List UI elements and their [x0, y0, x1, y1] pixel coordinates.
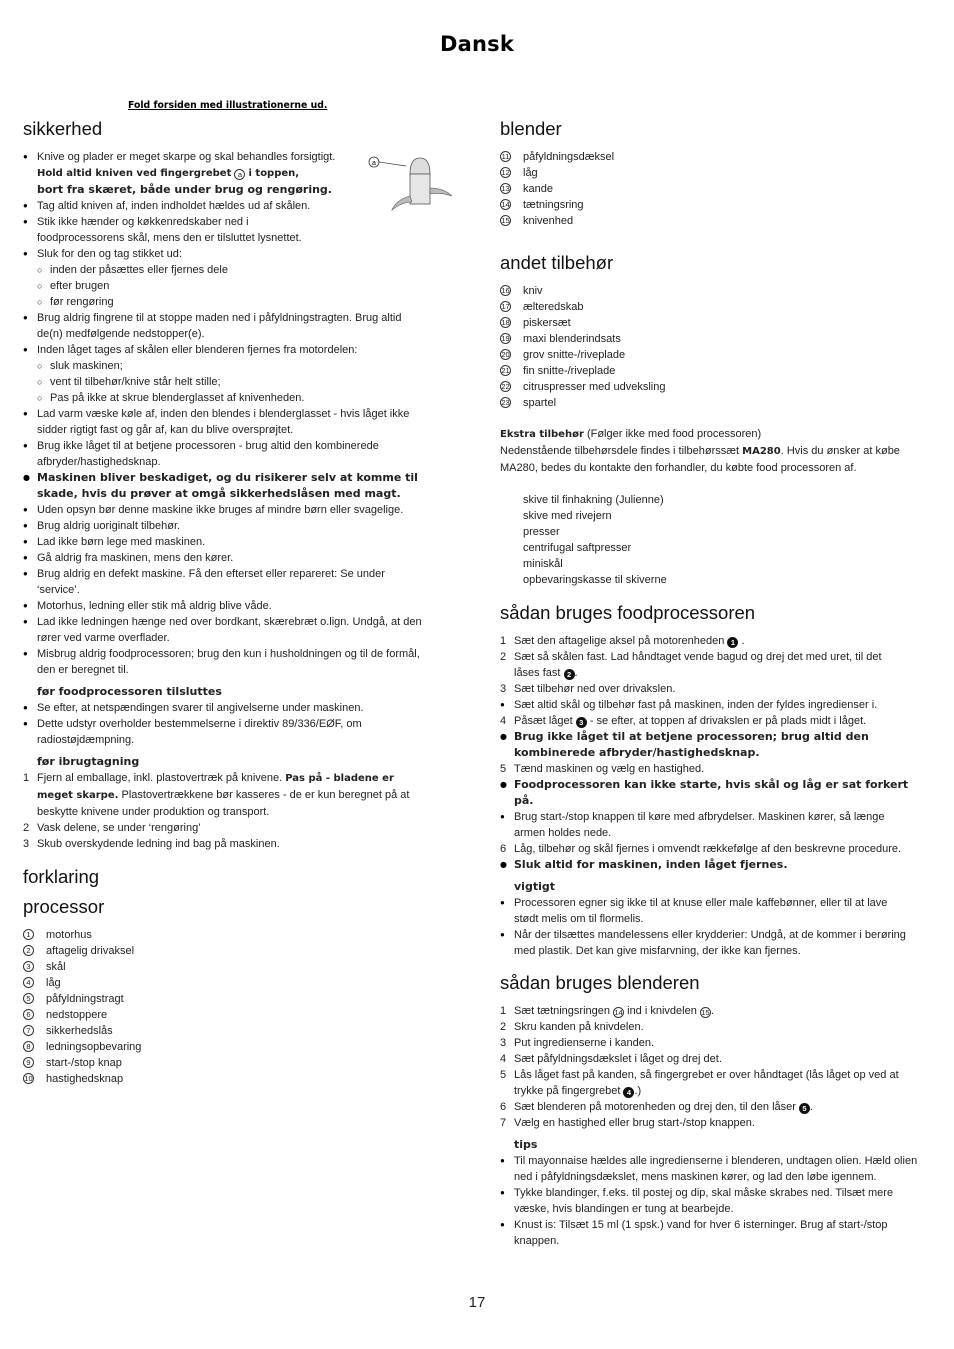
accessory-part: 18 piskersæt [501, 317, 571, 329]
accessories-heading: andet tilbehør [500, 252, 614, 273]
safety-line: ● Gå aldrig fra maskinen, mens den kører. [23, 550, 455, 566]
safety-line: ○ inden der påsættes eller fjernes dele [23, 262, 455, 278]
extra-accessory-item: centrifugal saftpresser [523, 542, 632, 554]
number-circle-icon: 8 [23, 1041, 34, 1052]
step-line: ● Processoren egner sig ikke til at knuse eller male kaffebønner, eller til at lave [500, 895, 936, 911]
safety-line: ● Se efter, at netspændingen svarer til angivelserne under maskinen. [23, 700, 455, 716]
use-blender-list [500, 1003, 936, 1249]
number-circle-icon: 1 [23, 929, 34, 940]
safety-line: sidder rigtigt fast og går af, kan du blive oversprøjtet. [37, 424, 294, 436]
number-circle-icon: 22 [501, 382, 510, 391]
left-column [23, 118, 455, 1087]
accessory-part: 23 spartel [501, 397, 557, 409]
processor-part: 8 ledningsopbevaring [23, 1039, 455, 1055]
before-connect-heading: før foodprocessoren tilsluttes [37, 685, 222, 698]
safety-line: ● Brug aldrig uoriginalt tilbehør. [23, 518, 455, 534]
blender-parts-list [500, 149, 936, 229]
extra-line: Nedenstående tilbehørsdele findes i tilbehørssæt MA280. Hvis du ønsker at købe [500, 445, 900, 457]
page-number: 17 [468, 1294, 486, 1311]
ref-2-icon: 2 [564, 669, 575, 680]
safety-line: ● Lad ikke børn lege med maskinen. [23, 534, 455, 550]
accessory-part: 19 maxi blenderindsats [501, 333, 621, 345]
safety-line: bort fra skæret, både under brug og rengøring. [37, 183, 332, 196]
step-line: 5 Lås låget fast på kanden, så fingergrebet er over håndtaget (lås låget op ved at [500, 1069, 899, 1081]
step-line: 1 Sæt tætningsringen 14 ind i knivdelen 15. [500, 1005, 714, 1017]
page-title: Dansk [439, 32, 515, 56]
safety-line: ‘service’. [37, 584, 80, 596]
number-circle-icon: 23 [501, 398, 510, 407]
safety-line: ○ efter brugen [23, 278, 455, 294]
blender-part: 12 låg [501, 167, 538, 179]
safety-line: ● Maskinen bliver beskadiget, og du risikerer selv at komme til [23, 470, 455, 486]
step-line: ● Brug ikke låget til at betjene processoren; brug altid den [500, 729, 936, 745]
number-circle-icon: 9 [23, 1057, 34, 1068]
safety-line: ● Brug aldrig fingrene til at stoppe maden ned i påfyldningstragten. Brug altid [23, 310, 455, 326]
accessories-list [500, 283, 936, 411]
processor-part: 6 nedstoppere [23, 1007, 455, 1023]
processor-heading: processor [23, 896, 105, 917]
step-line: låses fast 2 . [514, 667, 578, 679]
processor-part: 2 aftagelig drivaksel [23, 943, 455, 959]
number-circle-icon: 7 [23, 1025, 34, 1036]
safety-line: de(n) medfølgende nedstopper(e). [37, 328, 205, 340]
safety-line: skade, hvis du prøver at omgå sikkerhedslåsen med magt. [37, 487, 401, 500]
number-circle-icon: 3 [23, 961, 34, 972]
ref-4-icon: 4 [623, 1087, 634, 1098]
step-line: ● Sluk altid for maskinen, inden låget fjernes. [500, 857, 936, 873]
tip-line: væske, hvis blandingen er tung at bearbejde. [514, 1203, 734, 1215]
safety-line: rører ved varme overflader. [37, 632, 170, 644]
safety-line: radiostøjdæmpning. [37, 734, 135, 746]
extra-accessories [500, 426, 936, 588]
step-line: meget skarpe. Plastovertrækkene bør kasseres - de er kun beregnet på at [37, 789, 410, 801]
safety-line: foodprocessorens skål, mens den er tilsluttet lysnettet. [37, 232, 302, 244]
extra-accessory-item: presser [523, 526, 560, 538]
step-line: stødt melis om til flormelis. [514, 913, 644, 925]
blender-part: 13 kande [501, 183, 553, 195]
step-line: beskytte knivene under produktion og transport. [37, 806, 270, 818]
safety-line: ● Uden opsyn bør denne maskine ikke bruges af mindre børn eller svagelige. [23, 502, 455, 518]
safety-line: den er beregnet til. [37, 664, 129, 676]
tip-line: ned i påfyldningsdækslet, mens maskinen kører, og lad den løbe igennem. [514, 1171, 877, 1183]
safety-line: afbryder/hastighedsknap. [37, 456, 161, 468]
safety-list [23, 149, 455, 852]
safety-line: ● Misbrug aldrig foodprocessoren; brug den kun i husholdningen og til de formål, [23, 646, 455, 662]
number-circle-icon: 20 [501, 350, 510, 359]
number-circle-icon: 19 [501, 334, 510, 343]
tip-line: ● Tykke blandinger, f.eks. til postej og dip, skal måske skrabes ned. Tilsæt mere [500, 1185, 936, 1201]
explanation-heading: forklaring [23, 866, 100, 887]
safety-line: ○ sluk maskinen; [23, 358, 455, 374]
accessory-part: 21 fin snitte-/riveplade [501, 365, 616, 377]
step-line: 6 Låg, tilbehør og skål fjernes i omvendt rækkefølge af den beskrevne procedure. [500, 843, 902, 855]
safety-line: Hold altid kniven ved fingergrebet a i toppen, [37, 168, 300, 179]
use-processor-list [500, 633, 936, 959]
before-use-heading: før ibrugtagning [37, 755, 140, 768]
tips-heading: tips [514, 1138, 538, 1151]
number-circle-icon: 21 [501, 366, 510, 375]
important-heading: vigtigt [514, 880, 555, 893]
blender-part: 11 påfyldningsdæksel [501, 151, 615, 163]
step-line: 5 Tænd maskinen og vælg en hastighed. [500, 763, 705, 775]
knife-label: a [372, 160, 376, 167]
accessory-part: 22 citruspresser med udveksling [501, 381, 666, 393]
safety-line: ● Stik ikke hænder og køkkenredskaber ned i [23, 214, 455, 230]
processor-parts-list [23, 927, 455, 1087]
number-circle-icon: 18 [501, 318, 510, 327]
accessory-part: 17 ælteredskab [501, 301, 584, 313]
safety-line: ● Lad ikke ledningen hænge ned over bordkant, skærebræt o.lign. Undgå, at den [23, 614, 455, 630]
processor-part: 9 start-/stop knap [23, 1055, 455, 1071]
step-line: 7 Vælg en hastighed eller brug start-/stop knappen. [500, 1117, 755, 1129]
accessory-part: 16 kniv [501, 285, 543, 297]
number-circle-icon: 13 [501, 184, 510, 193]
number-circle-icon: 16 [501, 286, 510, 295]
processor-part: 10 hastighedsknap [24, 1073, 124, 1085]
number-circle-icon: 17 [501, 302, 510, 311]
step-line: 4 Sæt påfyldningsdækslet i låget og drej det. [500, 1053, 722, 1065]
right-column [500, 118, 936, 1249]
step-line: 3 Skub overskydende ledning ind bag på maskinen. [23, 838, 280, 850]
extra-line: Ekstra tilbehør (Følger ikke med food processoren) [500, 428, 762, 440]
step-line: 2 Skru kanden på knivdelen. [500, 1021, 644, 1033]
ref-14-icon: 14 [614, 1008, 623, 1017]
ref-3-icon: 3 [576, 717, 587, 728]
safety-line: ● Inden låget tages af skålen eller blenderen fjernes fra motordelen: [23, 342, 455, 358]
step-line: 3 Sæt tilbehør ned over drivakslen. [500, 683, 676, 695]
number-circle-icon: 2 [23, 945, 34, 956]
step-line: med plastik. Det kan give misfarvning, der ikke kan fjernes. [514, 945, 801, 957]
safety-line: ● Brug ikke låget til at betjene processoren - brug altid den kombinerede [23, 438, 455, 454]
number-circle-icon: 14 [501, 200, 510, 209]
step-line: 1 Sæt den aftagelige aksel på motorenheden 1 . [500, 635, 745, 647]
step-line: ● Foodprocessoren kan ikke starte, hvis skål og låg er sat forkert [500, 777, 936, 793]
processor-part: 4 låg [23, 975, 455, 991]
step-line: ● Sæt altid skål og tilbehør fast på maskinen, inden der fyldes ingredienser i. [500, 697, 936, 713]
safety-line: ○ vent til tilbehør/knive står helt stille; [23, 374, 455, 390]
safety-line: ○ Pas på ikke at skrue blenderglasset af knivenheden. [23, 390, 455, 406]
safety-line: ● Tag altid kniven af, inden indholdet hældes ud af skålen. [23, 198, 455, 214]
step-line: 3 Put ingredienserne i kanden. [500, 1037, 655, 1049]
processor-part: 7 sikkerhedslås [23, 1023, 455, 1039]
number-circle-icon: 5 [23, 993, 34, 1004]
number-circle-icon: 4 [23, 977, 34, 988]
number-circle-icon: 11 [501, 152, 510, 161]
use-processor-heading: sådan bruges foodprocessoren [500, 602, 756, 623]
safety-line: ● Lad varm væske køle af, inden den blendes i blenderglasset - hvis låget ikke [23, 406, 455, 422]
fold-note: Fold forsiden med illustrationerne ud. [128, 100, 328, 111]
safety-heading: sikkerhed [23, 118, 103, 139]
ref-15-icon: 15 [701, 1008, 710, 1017]
ref-1-icon: 1 [727, 637, 738, 648]
number-circle-icon: 10 [24, 1074, 33, 1083]
processor-part: 3 skål [23, 959, 455, 975]
ref-a-icon: a [234, 169, 245, 180]
step-line: 2 Sæt så skålen fast. Lad håndtaget vende bagud og drej det med uret, til det [500, 651, 882, 663]
safety-line: ● Dette udstyr overholder bestemmelserne i direktiv 89/336/EØF, om [23, 716, 455, 732]
extra-accessory-item: skive til finhakning (Julienne) [523, 494, 664, 506]
processor-part: 5 påfyldningstragt [23, 991, 455, 1007]
number-circle-icon: 6 [23, 1009, 34, 1020]
safety-line: ○ før rengøring [23, 294, 455, 310]
tip-line: ● Knust is: Tilsæt 15 ml (1 spsk.) vand for hver 6 isterninger. Brug af start-/stop [500, 1217, 936, 1233]
extra-line: MA280, bedes du kontakte den forhandler, du købte food processoren af. [500, 462, 857, 474]
step-line: på. [514, 794, 534, 807]
safety-line: ● Motorhus, ledning eller stik må aldrig blive våde. [23, 598, 455, 614]
ref-5-icon: 5 [799, 1103, 810, 1114]
extra-accessory-item: opbevaringskasse til skiverne [523, 574, 667, 586]
accessory-part: 20 grov snitte-/riveplade [501, 349, 626, 361]
step-line: 1 Fjern al emballage, inkl. plastovertræk på knivene. Pas på - bladene er [23, 772, 394, 784]
step-line: kombinerede afbryder/hastighedsknap. [514, 746, 760, 759]
step-line: ● Når der tilsættes mandelessens eller krydderier: Undgå, at de kommer i berøring [500, 927, 936, 943]
blender-part: 15 knivenhed [501, 215, 574, 227]
blender-heading: blender [500, 118, 562, 139]
extra-accessory-item: miniskål [523, 558, 563, 570]
step-line: ● Brug start-/stop knappen til køre med afbrydelser. Maskinen kører, så længe [500, 809, 936, 825]
tip-line: ● Til mayonnaise hældes alle ingredienserne i blenderen, undtagen olien. Hæld olien [500, 1153, 936, 1169]
extra-accessory-item: skive med rivejern [523, 510, 612, 522]
safety-line: ● Brug aldrig en defekt maskine. Få den efterset eller repareret: Se under [23, 566, 455, 582]
step-line: trykke på fingergrebet 4 .) [514, 1085, 642, 1097]
step-line: 2 Vask delene, se under ‘rengøring’ [23, 822, 201, 834]
number-circle-icon: 15 [501, 216, 510, 225]
step-line: 4 Påsæt låget 3 - se efter, at toppen af drivakslen er på plads midt i låget. [500, 715, 867, 727]
tip-line: knappen. [514, 1235, 560, 1247]
step-line: 6 Sæt blenderen på motorenheden og drej den, til den låser 5 . [500, 1101, 814, 1113]
step-line: armen holdes nede. [514, 827, 612, 839]
use-blender-heading: sådan bruges blenderen [500, 972, 700, 993]
safety-line: ● Knive og plader er meget skarpe og skal behandles forsigtigt. [23, 149, 455, 165]
blender-part: 14 tætningsring [501, 199, 584, 211]
processor-part: 1 motorhus [23, 927, 455, 943]
number-circle-icon: 12 [501, 168, 510, 177]
safety-line: ● Sluk for den og tag stikket ud: [23, 246, 455, 262]
